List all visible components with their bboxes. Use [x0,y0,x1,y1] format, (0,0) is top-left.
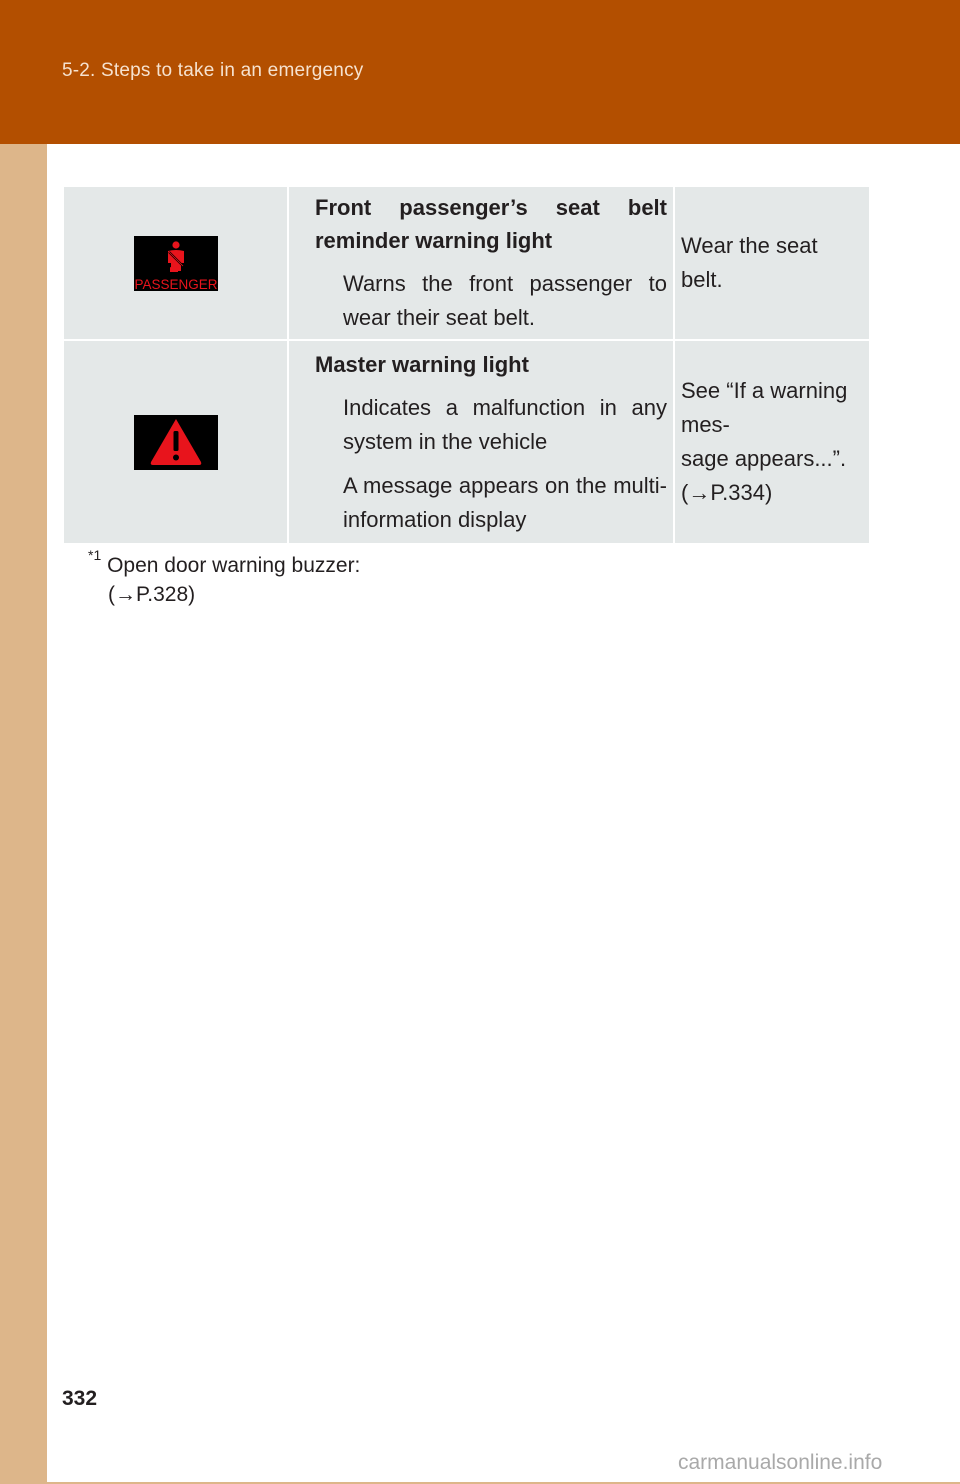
table-row [63,186,870,340]
warning-light-table [62,185,871,545]
seatbelt-passenger-icon-graphic [134,236,218,291]
action-text-line2: sage appears...”. [681,446,847,471]
footnote-marker: *1 [88,547,102,563]
action-page-ref[interactable]: (→P.334) [681,480,773,505]
master-warning-triangle-icon-graphic [134,415,218,470]
action-text-line1: See “If a warning mes- [681,378,848,437]
seatbelt-passenger-icon [134,236,218,291]
table-row [63,340,870,544]
warning-description: A message appears on the multi-information display [343,472,667,532]
action-cell [674,186,870,340]
footnote-page-ref[interactable]: (→P.328) [108,583,196,606]
page-header [0,0,960,144]
icon-label-passenger: PASSENGER [133,276,218,291]
master-warning-triangle-icon [134,415,218,470]
description-cell [288,340,674,544]
action-text: Wear the seat belt. [681,233,818,292]
warning-title: Front passenger’s seat belt reminder warning light [315,195,667,253]
action-cell [674,340,870,544]
footnote [88,545,360,609]
description-cell [288,186,674,340]
icon-cell [63,186,288,340]
warning-description: Warns the front passenger to wear their seat belt. [343,271,667,330]
left-margin-band [0,144,47,1482]
warning-title: Master warning light [315,351,529,377]
warning-description: Indicates a malfunction in any system in the vehicle [343,394,667,454]
footnote-text: Open door warning buzzer: [107,554,361,577]
section-title: 5-2. Steps to take in an emergency [62,60,364,81]
page-number: 332 [62,1387,98,1410]
watermark: carmanualsonline.info [678,1451,883,1474]
icon-cell [63,340,288,544]
